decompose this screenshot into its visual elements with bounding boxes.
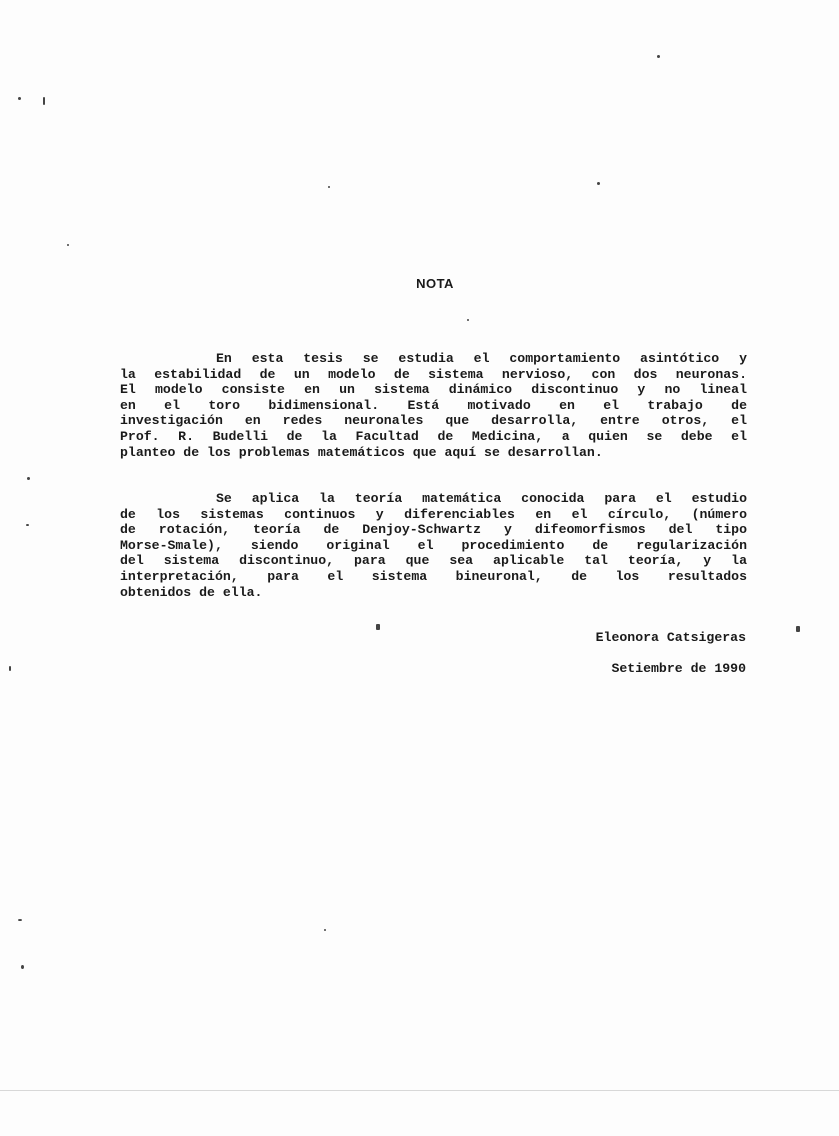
scan-speck (376, 624, 380, 630)
signature-name: Eleonora Catsigeras (595, 630, 746, 645)
page-title: NOTA (416, 276, 454, 291)
scan-speck (67, 244, 69, 246)
paragraph-line: en el toro bidimensional. Está motivado en el trabajo de (120, 397, 747, 413)
scan-speck (18, 919, 22, 921)
scan-speck (328, 186, 330, 188)
paragraph-line: interpretación, para el sistema bineuronal, de los resultados (120, 568, 747, 584)
paragraph-line: de rotación, teoría de Denjoy-Schwartz y difeomorfismos del tipo (120, 522, 747, 538)
signature-date: Setiembre de 1990 (611, 661, 746, 676)
paragraph-1 (120, 351, 747, 460)
paragraph-line: planteo de los problemas matemáticos que aquí se desarrollan. (120, 444, 603, 460)
paragraph-2 (120, 491, 747, 600)
scan-speck (324, 929, 326, 931)
paragraph-line: investigación en redes neuronales que desarrolla, entre otros, el (120, 413, 747, 429)
scan-speck (43, 97, 45, 105)
scan-bottom-edge (0, 1090, 839, 1091)
paragraph-line: obtenidos de ella. (120, 584, 263, 600)
scan-speck (657, 55, 660, 58)
scan-speck (26, 524, 29, 526)
scan-speck (9, 666, 11, 671)
paragraph-line: la estabilidad de un modelo de sistema nervioso, con dos neuronas. (120, 366, 747, 382)
paragraph-line: de los sistemas continuos y diferenciables en el círculo, (número (120, 506, 747, 522)
scan-speck (796, 626, 800, 632)
scan-speck (597, 182, 600, 185)
scan-speck (21, 965, 24, 969)
scan-speck (467, 319, 469, 321)
paragraph-line: Morse-Smale), siendo original el procedimiento de regularización (120, 537, 747, 553)
paragraph-line: En esta tesis se estudia el comportamiento asintótico y (216, 351, 747, 366)
scan-speck (18, 97, 21, 100)
paragraph-line: Prof. R. Budelli de la Facultad de Medicina, a quien se debe el (120, 428, 747, 444)
paragraph-line: del sistema discontinuo, para que sea aplicable tal teoría, y la (120, 553, 747, 569)
scan-speck (27, 477, 30, 480)
paragraph-line: Se aplica la teoría matemática conocida para el estudio (216, 491, 747, 506)
paragraph-line: El modelo consiste en un sistema dinámico discontinuo y no lineal (120, 382, 747, 398)
